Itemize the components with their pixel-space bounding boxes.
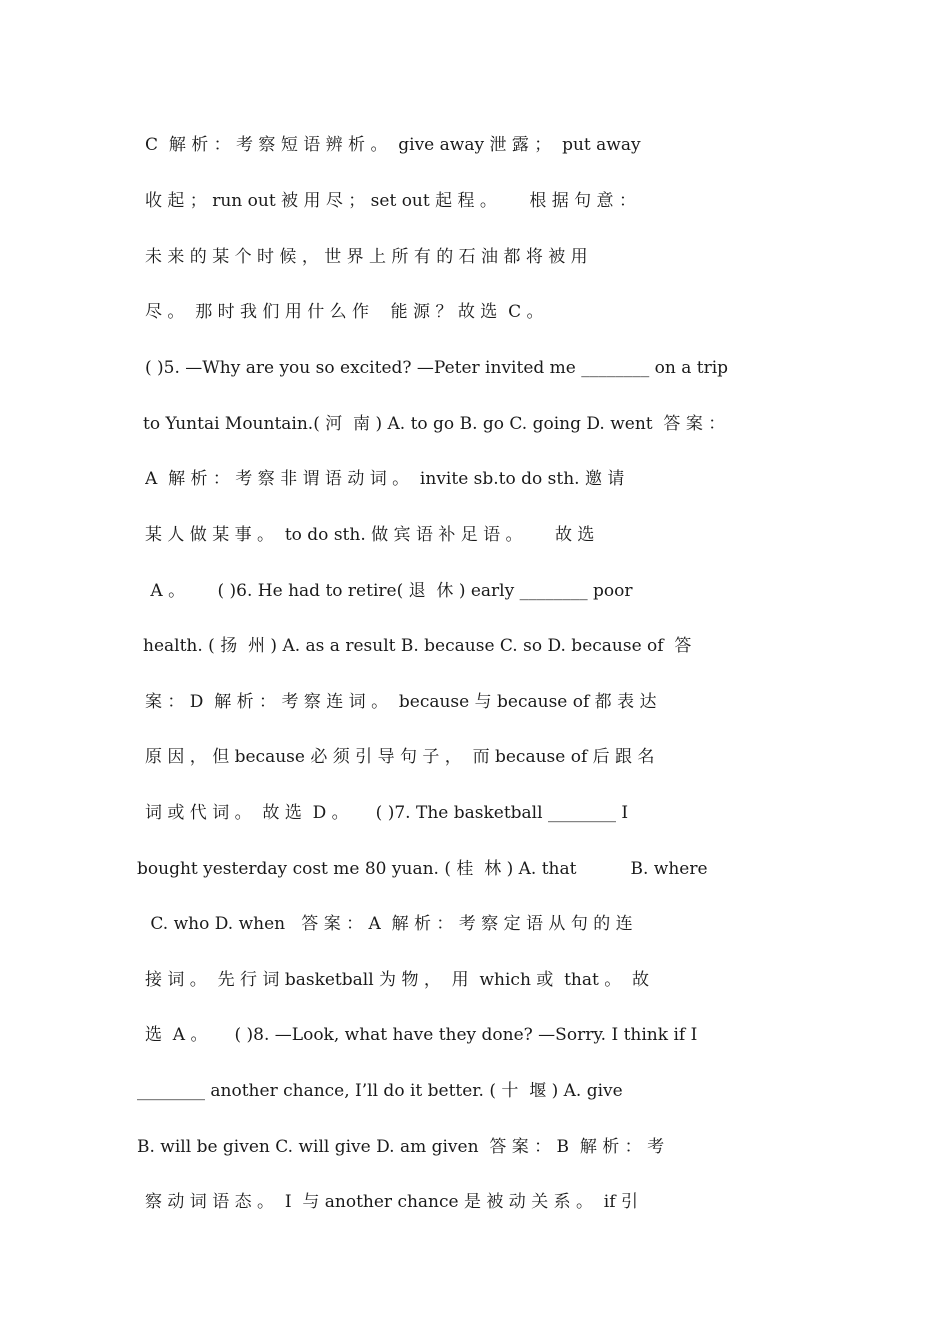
question-8-line: 选 A 。 ( )8. —Look, what have they done? —Sorry. I think if I [145, 1025, 698, 1045]
text-line: 原 因 ， 但 because 必 须 引 导 句 子 ， 而 because of 后 跟 名 [145, 747, 655, 767]
text-line: 尽 。 那 时 我 们 用 什 么 作 能 源 ？ 故 选 C 。 [145, 302, 544, 322]
text-line: B. will be given C. will give D. am given 答 案 ： B 解 析 ： 考 [137, 1137, 665, 1157]
text-line: 未 来 的 某 个 时 候 ， 世 界 上 所 有 的 石 油 都 将 被 用 [145, 247, 588, 267]
text-line: A 解 析 ： 考 察 非 谓 语 动 词 。 invite sb.to do sth. 邀 请 [145, 469, 625, 489]
text-line: 察 动 词 语 态 。 I 与 another chance 是 被 动 关 系 。 if 引 [145, 1192, 638, 1212]
text-line: bought yesterday cost me 80 yuan. ( 桂 林 ) A. that B. where [137, 859, 708, 879]
text-line: C. who D. when 答 案 ： A 解 析 ： 考 察 定 语 从 句 的 连 [145, 914, 633, 934]
text-line: 案 ： D 解 析 ： 考 察 连 词 。 because 与 because of 都 表 达 [145, 692, 657, 712]
text-line: 某 人 做 某 事 。 to do sth. 做 宾 语 补 足 语 。 故 选 [145, 525, 595, 545]
text-line: 收 起 ； run out 被 用 尽 ； set out 起 程 。 根 据 句 意 ： [145, 191, 636, 211]
text-line: ________ another chance, I’ll do it better. ( 十 堰 ) A. give [137, 1081, 623, 1101]
question-5-line: ( )5. —Why are you so excited? —Peter invited me ________ on a trip [145, 358, 729, 378]
question-7-line: 词 或 代 词 。 故 选 D 。 ( )7. The basketball ________ I [145, 803, 629, 823]
text-line: 接 词 。 先 行 词 basketball 为 物 ， 用 which 或 that 。 故 [145, 970, 650, 990]
text-line: C 解 析 ： 考 察 短 语 辨 析 。 give away 泄 露 ； put away [145, 135, 641, 155]
question-6-line: A 。 ( )6. He had to retire( 退 休 ) early ________ poor [145, 581, 633, 601]
text-line: health. ( 扬 州 ) A. as a result B. because C. so D. because of 答 [143, 636, 692, 656]
text-line: to Yuntai Mountain.( 河 南 ) A. to go B. go C. going D. went 答 案 ： [143, 414, 726, 434]
